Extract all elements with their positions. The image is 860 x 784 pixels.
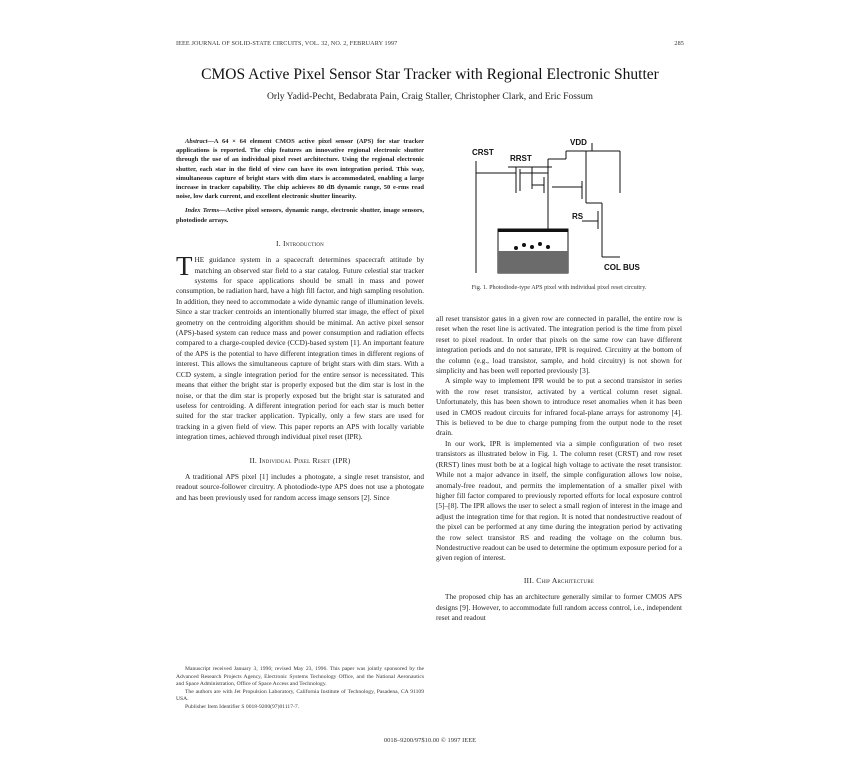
figure-1-circuit [470,133,646,279]
running-head [176,40,684,47]
drop-cap: T [176,251,193,282]
footnote-affiliation: The authors are with Jet Propulsion Laboratory, California Institute of Technology, Pasadena, CA 91109 USA. [176,688,424,703]
section-heading-ipr: II. Individual Pixel Reset (IPR) [249,455,351,465]
label-col-bus: COL BUS [604,263,640,272]
abstract-text: A 64 × 64 element CMOS active pixel sensor (APS) for star tracker applications is reported. The chip features an innovative regional electronic shutter through the use of an individual pixel reset architecture. Using the regional electronic shutter, each star in the field of view can have its own integration period. This way, simultaneous capture of bright stars with dim stars is accommodated, enabling a large increase in tracker capability. The chip achieves 80 dB dynamic range, 50 e-rms read noise, low dark current, and excellent electronic shutter linearity. [176,138,424,201]
index-terms-lead: Index Terms [185,207,220,215]
right-column [436,314,682,623]
paper-title: CMOS Active Pixel Sensor Star Tracker with Regional Electronic Shutter [201,66,659,83]
ipr-paragraph-3: In our work, IPR is implemented via a simple configuration of two reset transistors as illustrated below in Fig. 1. The column reset (CRST) and row reset (RRST) lines must both be at a logical high voltage to activate the reset transistor. While not a major advance in itself, the simple configuration allows low noise, anomaly-free readout, and permits the implementation of a smaller pixel with higher fill factor compared to previously reported efforts for local exposure control [5]–[8]. The IPR allows the user to select a small region of interest in the image and adjust the integration time for that region. It is noted that nondestructive readout of the pixel can be performed at any time during the integration period by activating the row select transistor RS and reading the voltage on the column bus. Nondestructive readout can be used to determine the optimum exposure period for a given region of interest. [436,438,682,563]
left-column [176,137,424,503]
footnote-identifier: Publisher Item Identifier S 0018-9200(97)01117-7. [185,703,300,710]
abstract [176,137,424,201]
ipr-paragraph-1: A traditional APS pixel [1] includes a photogate, a single reset transistor, and readout source-follower circuitry. A photodiode-type APS does not use a photogate and has been previously used for random access image sensors [2]. Since [176,471,424,502]
index-terms-text: —Active pixel sensors, dynamic range, electronic shutter, image sensors, photodiode arrays. [176,207,425,224]
copyright-footer: 0018–9200/97$10.00 © 1997 IEEE [383,737,477,744]
index-terms [176,206,424,224]
label-vdd: VDD [570,138,587,147]
architecture-paragraph-1: The proposed chip has an architecture generally similar to former CMOS APS designs [9]. However, to accommodate full random access control, i.e., independent reset and readout [436,592,682,622]
abstract-lead: Abstract— [185,138,214,145]
footnote-received: Manuscript received January 3, 1996; revised May 23, 1996. This paper was jointly sponsored by the Advanced Research Projects Agency, Electronic Systems Technology Office, and the National Aeronautics and Space Administration, Office of Space Access and Technology. [176,666,424,688]
author-list: Orly Yadid-Pecht, Bedabrata Pain, Craig Staller, Christopher Clark, and Eric Fossum [266,91,594,102]
introduction-paragraph: THE guidance system in a spacecraft determines spacecraft attitude by matching an observed star field to a star catalog. Future celestial star tracker systems for space applications should be small in mass and power consumption, be radiation hard, have a high fill factor, and high sampling resolution. In addition, they need to accommodate a wide dynamic range of illumination levels. Since a star tracker centroids an intentionally blurred star image, the effect of pixel geometry on the centroiding algorithm should be minimal. An active pixel sensor (APS)-based system can reduce mass and power consumption and radiation effects compared to a charge-coupled device (CCD)-based system [1]. An important feature of the APS is the potential to have different integration times in different regions of interest. This allows the simultaneous capture of bright stars with dim stars. With a CCD system, a single integration period for the entire sensor is necessitated. This means that either the bright star is properly exposed but the dim star is lost in the noise, or that the dim star is properly exposed but the bright star is saturated and useless for centroiding. A different integration period for each star is much better suited for the star tracker application. Typically, only a few stars are used for tracking in a given field of view. This paper reports an APS with locally variable integration times, achieved through individual pixel reset (IPR). [176,251,424,442]
ipr-paragraph-1-continued: all reset transistor gates in a given row are connected in parallel, the entire row is reset when the reset line is activated. The integration period is the time from pixel reset to pixel readout. In order that pixels on the same row can have different integration periods and do not saturate, IPR is required. Circuitry at the bottom of the column (e.g., load transistor, sample, and hold circuitry) is not shown for simplicity and has been well reported previously [3]. [436,314,682,376]
label-rs: RS [572,212,584,221]
figure-1-caption: Fig. 1. Photodiode-type APS pixel with individual pixel reset circuitry. [471,284,647,291]
section-heading-chip-architecture: III. Chip Architecture [523,575,595,585]
label-crst: CRST [472,148,494,157]
label-rrst: RRST [510,154,532,163]
footnotes [176,666,424,712]
ipr-paragraph-2: A simple way to implement IPR would be to put a second transistor in series with the row reset transistor, activated by a vertical column reset signal. Unfortunately, this has been shown to introduce reset anomalies when it has been used in CMOS readout circuits for infrared focal-plane arrays for astronomy [4]. This is believed to be due to charge pumping from the output node to the reset drain. [436,376,682,438]
journal-name: IEEE JOURNAL OF SOLID-STATE CIRCUITS, VOL. 32, NO. 2, FEBRUARY 1997 [176,40,398,47]
section-heading-introduction: I. Introduction [276,238,324,248]
page-number: 285 [674,40,684,47]
